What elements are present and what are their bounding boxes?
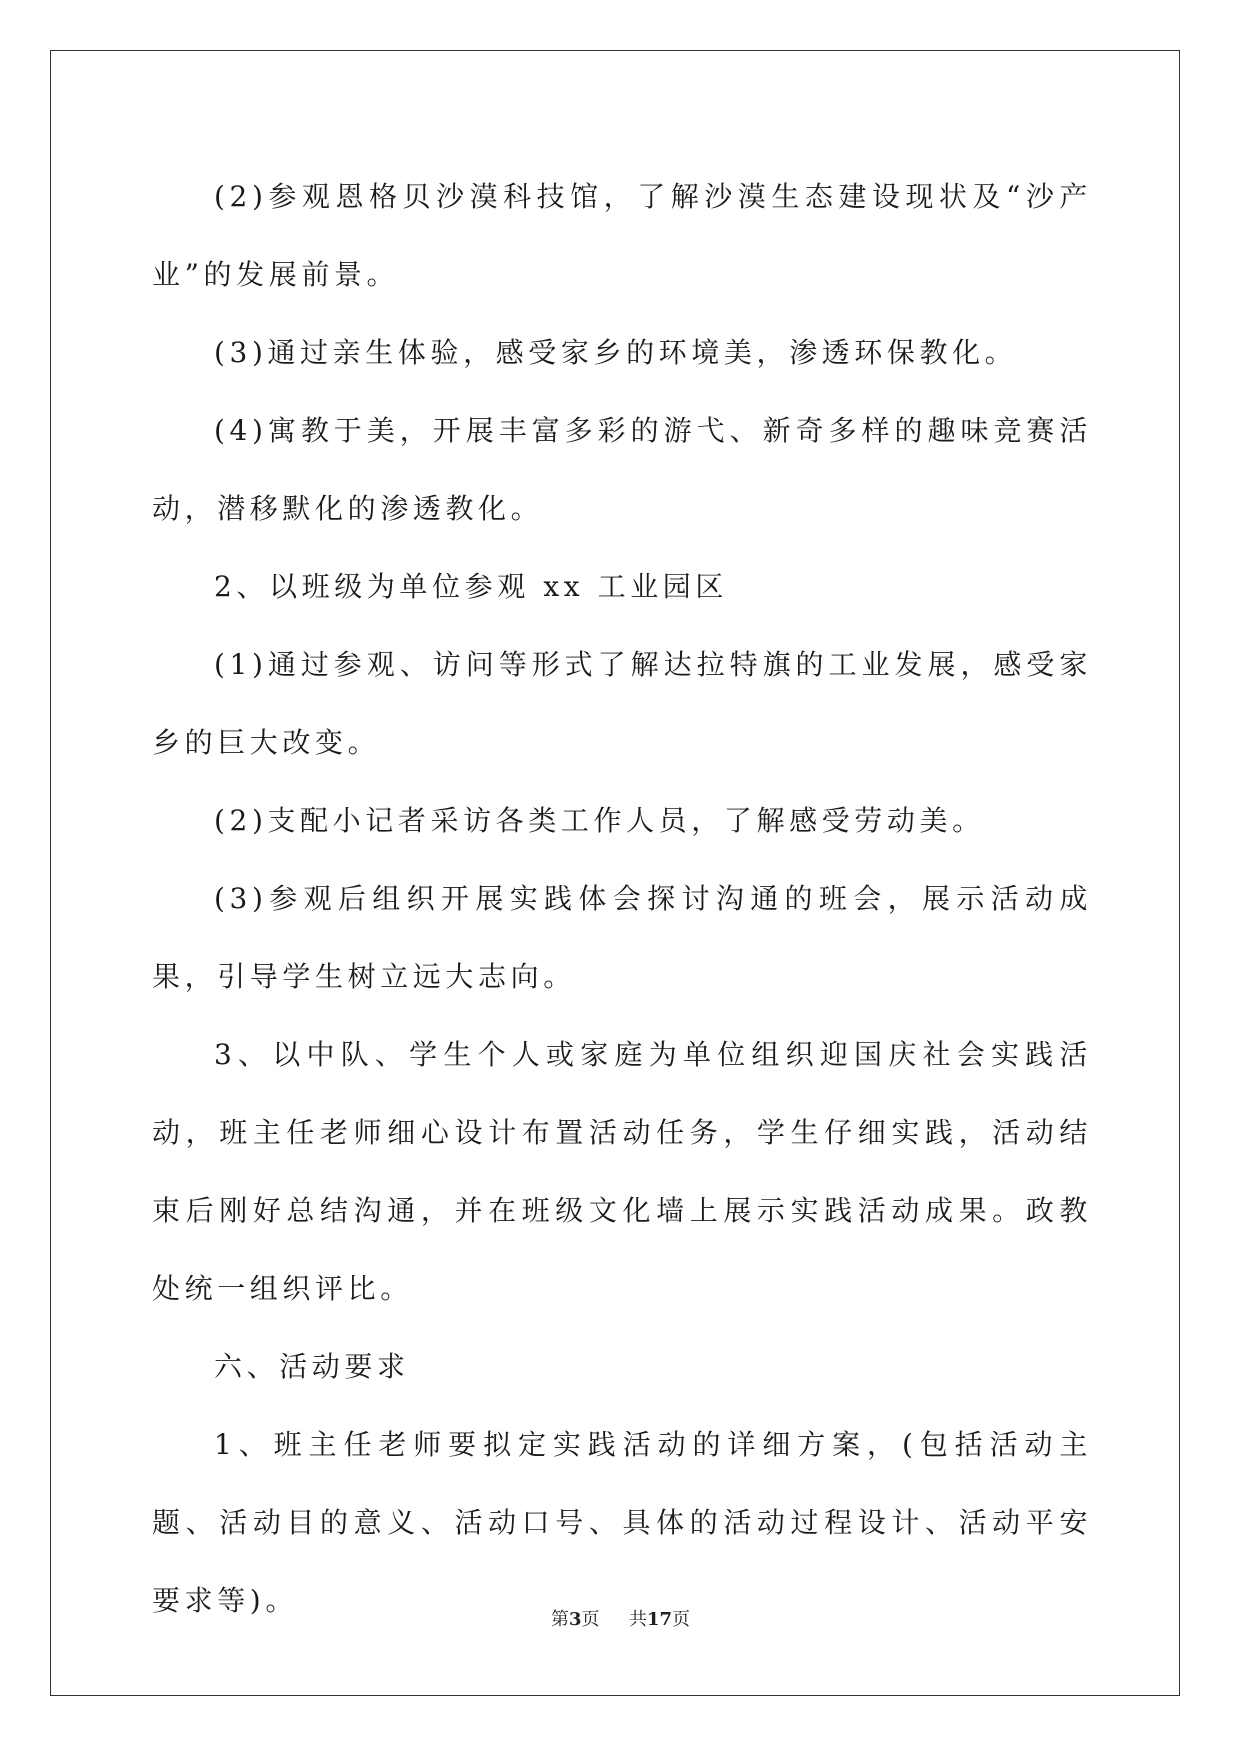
page-prefix: 第 bbox=[550, 1609, 569, 1630]
paragraph: (2)支配小记者采访各类工作人员，了解感受劳动美。 bbox=[214, 804, 985, 837]
page-current: 3 bbox=[568, 1609, 582, 1630]
section-heading: 六、活动要求 bbox=[214, 1350, 410, 1383]
section-heading: 2、以班级为单位参观 xx 工业园区 bbox=[214, 570, 728, 603]
paragraph: (3)参观后组织开展实践体会探讨沟通的班会，展示活动成果，引导学生树立远大志向。 bbox=[152, 882, 1092, 993]
page-total: 17 bbox=[646, 1609, 673, 1630]
paragraph: 1、班主任老师要拟定实践活动的详细方案，(包括活动主题、活动目的意义、活动口号、具体的活动过程设计、活动平安要求等)。 bbox=[152, 1428, 1092, 1617]
page-unit: 页 bbox=[581, 1609, 600, 1630]
paragraph: 3、以中队、学生个人或家庭为单位组织迎国庆社会实践活动，班主任老师细心设计布置活动任务，学生仔细实践，活动结束后刚好总结沟通，并在班级文化墙上展示实践活动成果。政教处统一组织评比。 bbox=[152, 1038, 1092, 1305]
paragraph: (4)寓教于美，开展丰富多彩的游弋、新奇多样的趣味竞赛活动，潜移默化的渗透教化。 bbox=[152, 414, 1092, 525]
total-unit: 页 bbox=[672, 1609, 691, 1630]
total-prefix: 共 bbox=[628, 1609, 647, 1630]
document-body bbox=[152, 158, 1092, 1640]
page-footer bbox=[0, 1605, 1241, 1631]
paragraph: (3)通过亲生体验，感受家乡的环境美，渗透环保教化。 bbox=[214, 336, 1018, 369]
paragraph: (2)参观恩格贝沙漠科技馆，了解沙漠生态建设现状及“沙产业”的发展前景。 bbox=[152, 180, 1092, 291]
paragraph: (1)通过参观、访问等形式了解达拉特旗的工业发展，感受家乡的巨大改变。 bbox=[152, 648, 1092, 759]
